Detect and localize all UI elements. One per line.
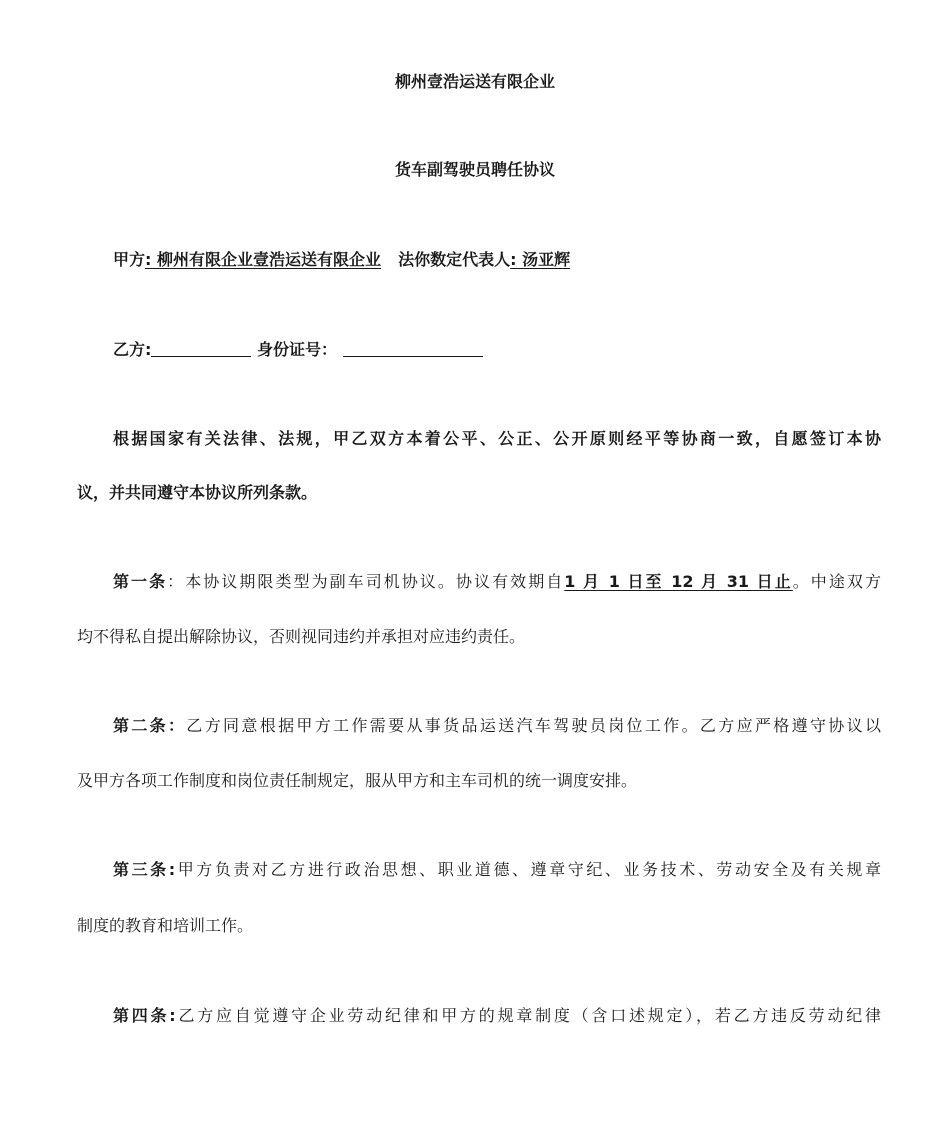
article-4-heading: 第四条: <box>113 1006 176 1025</box>
article-2-heading: 第二条： <box>113 716 187 735</box>
article-1-line-2: 均不得私自提出解除协议，否则视同违约并承担对应违约责任。 <box>77 627 526 646</box>
party-b-name-blank[interactable] <box>151 338 251 357</box>
article-3-line-1 <box>113 858 881 882</box>
article-4-text: 乙方应自觉遵守企业劳动纪律和甲方的规章制度（含口述规定），若乙方违反劳动纪律 <box>175 1006 881 1025</box>
article-2-line-2: 及甲方各项工作制度和岗位责任制规定，服从甲方和主车司机的统一调度安排。 <box>77 771 638 790</box>
id-number-blank[interactable] <box>343 338 483 357</box>
id-number-label: 身份证号： <box>257 340 338 359</box>
party-a-value: : 柳州有限企业壹浩运送有限企业 <box>145 250 381 269</box>
article-1-date-range: 1 月 1 日至 12 月 31 日止 <box>564 572 793 591</box>
agreement-title: 货车副驾驶员聘任协议 <box>394 160 555 179</box>
article-4-line-1 <box>113 1004 881 1028</box>
article-2-line-1 <box>113 714 881 738</box>
company-title: 柳州壹浩运送有限企业 <box>394 72 555 91</box>
party-a-line <box>113 248 570 272</box>
party-b-line <box>113 338 483 362</box>
legal-rep-value: : 汤亚辉 <box>510 250 571 269</box>
party-b-label: 乙方 <box>113 340 146 359</box>
party-a-label: 甲方 <box>113 250 146 269</box>
preamble-line-2: 议，并共同遵守本协议所列条款。 <box>77 483 318 502</box>
article-3-text: 甲方负责对乙方进行政治思想、职业道德、遵章守纪、业务技术、劳动安全及有关规章 <box>175 860 881 879</box>
article-2-text: 乙方同意根据甲方工作需要从事货品运送汽车驾驶员岗位工作。乙方应严格遵守协议以 <box>186 716 881 735</box>
article-1-line-1 <box>113 570 881 594</box>
article-1-text-after: 。中途双方 <box>792 572 881 591</box>
article-1-text-before: 本协议期限类型为副车司机协议。协议有效期自 <box>185 572 565 591</box>
article-1-heading: 第一条 <box>113 572 168 591</box>
preamble-line-1: 根据国家有关法律、法规，甲乙双方本着公平、公正、公开原则经平等协商一致，自愿签订本协 <box>113 429 881 448</box>
article-1-sep: ： <box>167 572 186 591</box>
legal-rep-label: 法你数定代表人 <box>398 250 511 269</box>
article-3-heading: 第三条: <box>113 860 176 879</box>
article-3-line-2: 制度的教育和培训工作。 <box>77 916 254 935</box>
party-b-colon: : <box>145 340 152 359</box>
